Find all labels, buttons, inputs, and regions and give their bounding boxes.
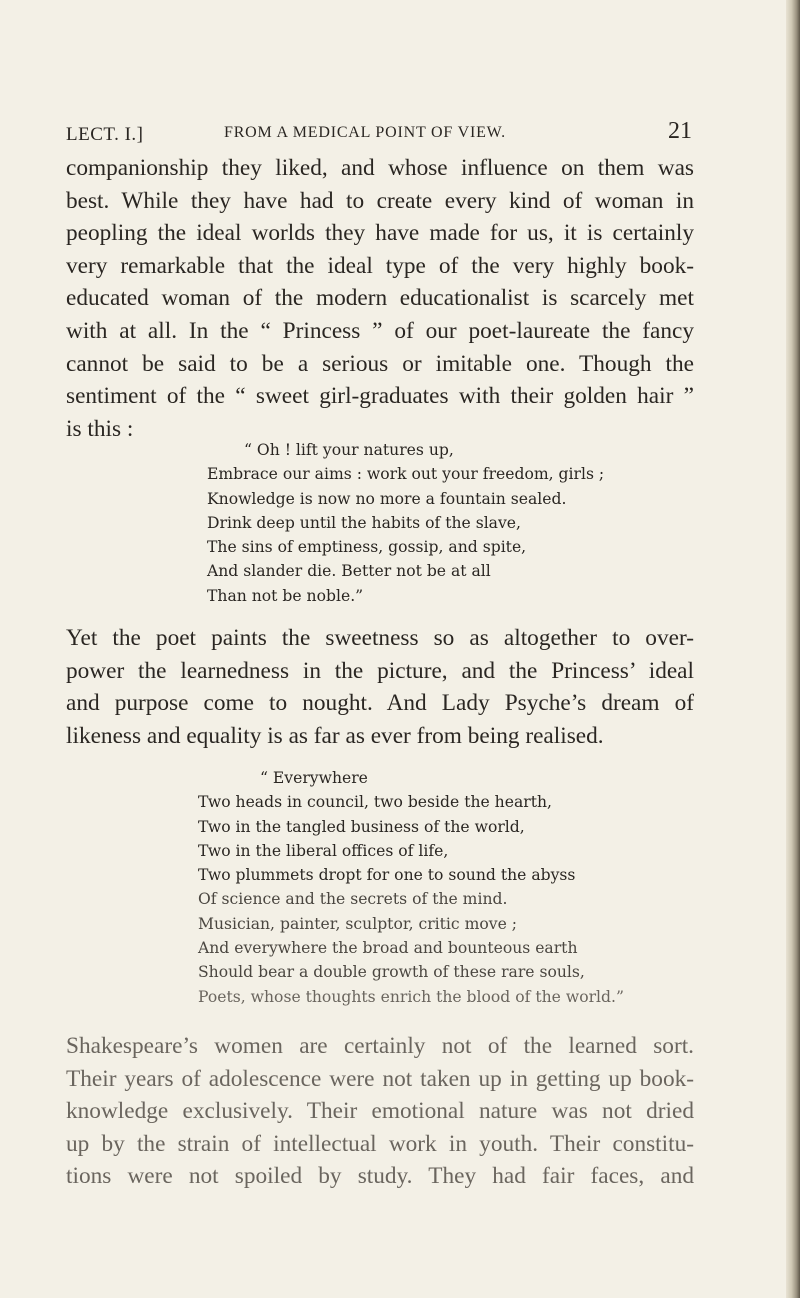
text-line: with at all. In the “ Princess ” of our poet-laureate the fancy xyxy=(66,317,694,344)
text-line: power the learnedness in the picture, and the Princess’ ideal xyxy=(66,657,694,684)
verse-line: The sins of emptiness, gossip, and spite, xyxy=(207,538,527,557)
text-line: sentiment of the “ sweet girl-graduates with their golden hair ” xyxy=(66,383,694,410)
verse-line: And everywhere the broad and bounteous earth xyxy=(198,939,578,958)
running-head xyxy=(66,118,692,148)
verse-line: Than not be noble.” xyxy=(207,586,364,605)
verse-line: “ Everywhere xyxy=(260,769,368,787)
verse-quote-2 xyxy=(198,766,624,1009)
verse-quote-1 xyxy=(207,438,604,608)
text-line: very remarkable that the ideal type of the very highly book- xyxy=(66,252,694,279)
verse-line: Should bear a double growth of these rare souls, xyxy=(198,963,585,982)
text-line: Their years of adolescence were not taken up in getting up book- xyxy=(66,1065,694,1092)
verse-line: Two in the tangled business of the world, xyxy=(198,817,525,836)
verse-line: Embrace our aims : work out your freedom, girls ; xyxy=(207,465,605,484)
page-number: 21 xyxy=(668,118,692,144)
verse-line: Knowledge is now no more a fountain sealed. xyxy=(207,489,567,508)
text-line: companionship they liked, and whose influence on them was xyxy=(66,155,694,181)
text-line: Shakespeare’s women are certainly not of the learned sort. xyxy=(66,1033,694,1059)
verse-line: Musician, painter, sculptor, critic move ; xyxy=(198,914,518,933)
chapter-title: FROM A MEDICAL POINT OF VIEW. xyxy=(224,124,506,141)
text-line: and purpose come to nought. And Lady Psyche’s dream of xyxy=(66,690,694,717)
verse-line: Poets, whose thoughts enrich the blood of the world.” xyxy=(198,987,624,1006)
verse-line: “ Oh ! lift your natures up, xyxy=(244,441,454,459)
text-line: educated woman of the modern educationalist is scarcely met xyxy=(66,285,694,312)
text-line: tions were not spoiled by study. They had fair faces, and xyxy=(66,1163,694,1190)
book-binding-edge xyxy=(786,0,800,1298)
verse-line: Two heads in council, two beside the hearth, xyxy=(198,793,552,812)
text-line: is this : xyxy=(66,415,134,442)
verse-line: And slander die. Better not be at all xyxy=(207,562,491,581)
paragraph-1 xyxy=(66,152,694,445)
verse-line: Two in the liberal offices of life, xyxy=(198,841,449,860)
lecture-label: LECT. I.] xyxy=(66,124,144,145)
verse-line: Two plummets dropt for one to sound the abyss xyxy=(198,866,576,885)
text-line: up by the strain of intellectual work in youth. Their constitu- xyxy=(66,1130,694,1157)
text-line: likeness and equality is as far as ever from being realised. xyxy=(66,722,604,749)
paragraph-3 xyxy=(66,1030,694,1193)
text-line: peopling the ideal worlds they have made for us, it is certainly xyxy=(66,220,694,247)
text-line: cannot be said to be a serious or imitable one. Though the xyxy=(66,350,694,377)
verse-line: Drink deep until the habits of the slave, xyxy=(207,513,521,532)
text-line: best. While they have had to create every kind of woman in xyxy=(66,187,694,214)
paragraph-2 xyxy=(66,622,694,752)
text-line: knowledge exclusively. Their emotional nature was not dried xyxy=(66,1098,694,1125)
verse-line: Of science and the secrets of the mind. xyxy=(198,890,508,909)
text-line: Yet the poet paints the sweetness so as altogether to over- xyxy=(66,625,694,651)
